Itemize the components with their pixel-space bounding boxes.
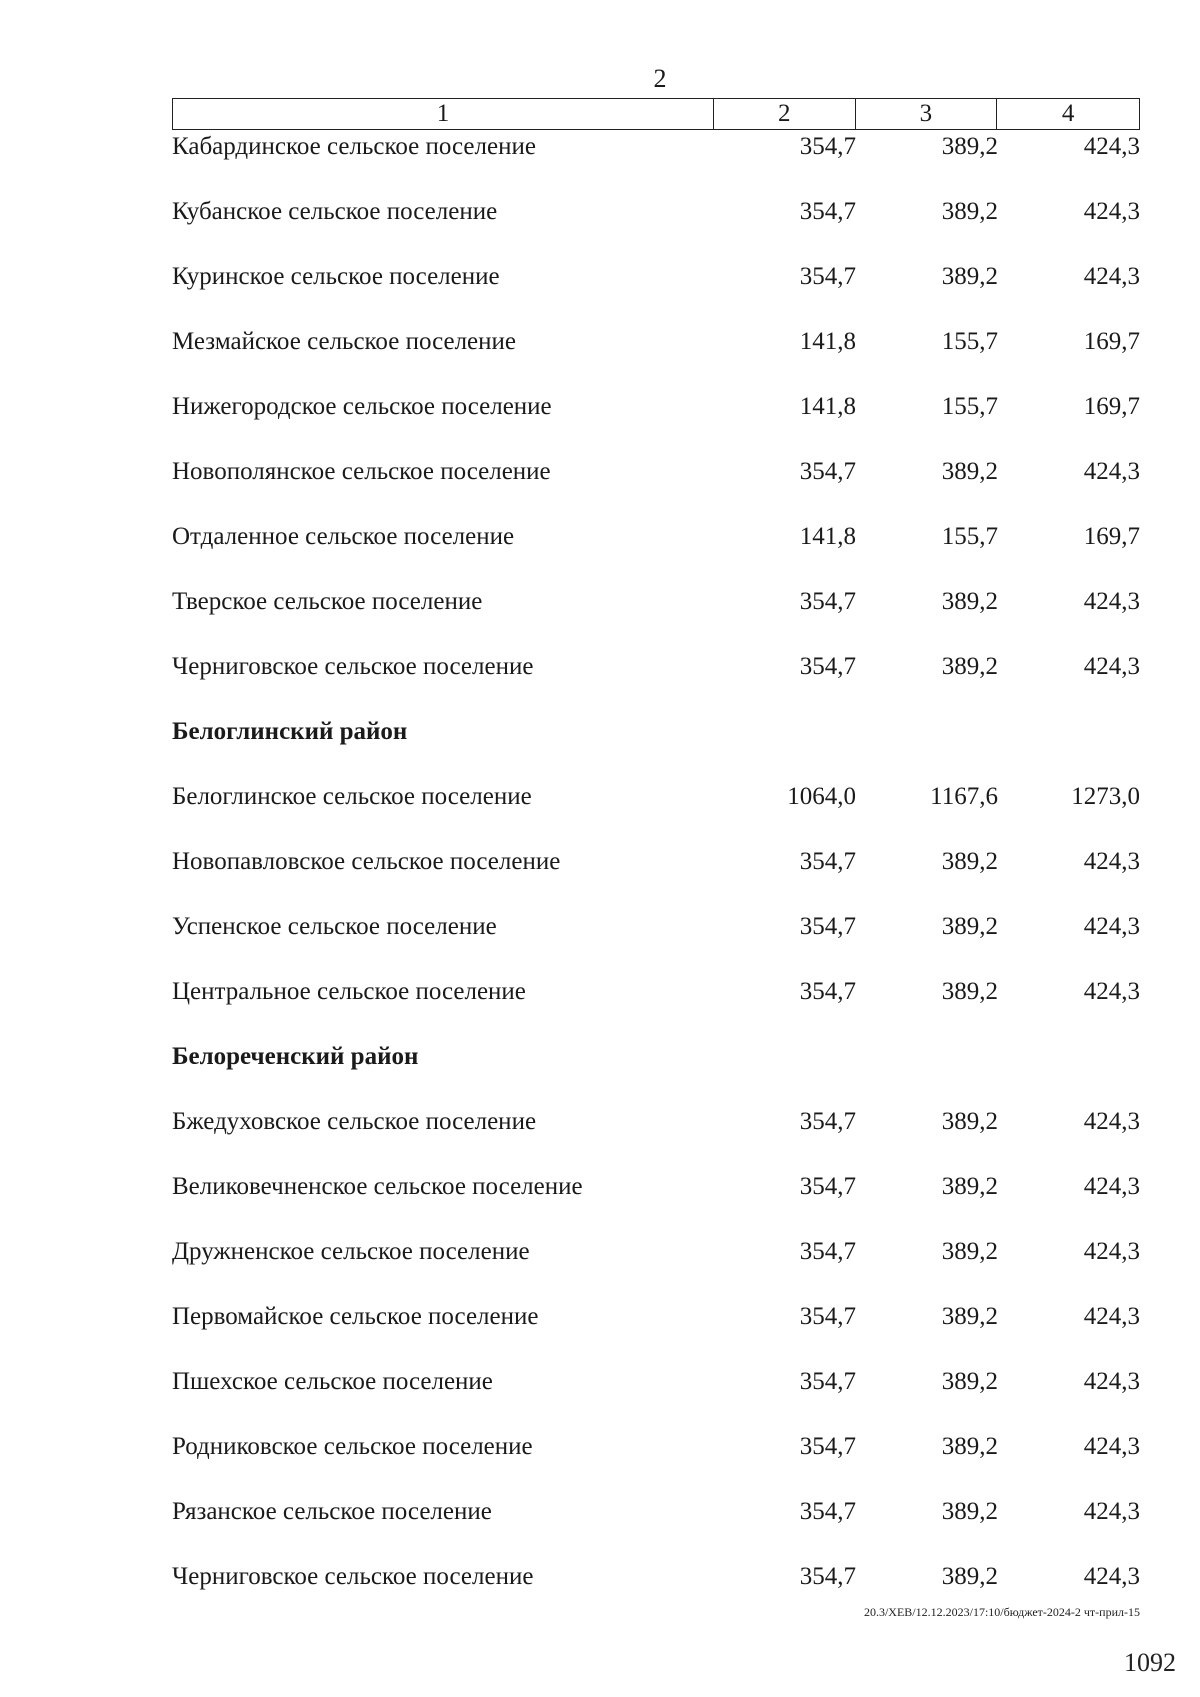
value-col-2: 354,7 <box>799 653 856 680</box>
settlement-name: Белоглинский район <box>172 718 408 745</box>
value-col-4: 424,3 <box>1083 913 1140 940</box>
value-col-4: 169,7 <box>1083 328 1140 355</box>
settlement-name: Нижегородское сельское поселение <box>172 393 552 420</box>
value-col-4: 424,3 <box>1083 1173 1140 1200</box>
value-col-3: 389,2 <box>941 1108 998 1135</box>
value-col-4: 424,3 <box>1083 1498 1140 1525</box>
value-col-4: 169,7 <box>1083 523 1140 550</box>
settlement-name: Новопавловское сельское поселение <box>172 848 561 875</box>
value-col-4: 169,7 <box>1083 393 1140 420</box>
settlement-name: Белоглинское сельское поселение <box>172 783 532 810</box>
value-col-4: 424,3 <box>1083 1368 1140 1395</box>
value-col-2: 354,7 <box>799 1498 856 1525</box>
header-col-4: 4 <box>1061 100 1075 127</box>
settlement-name: Родниковское сельское поселение <box>172 1433 533 1460</box>
value-col-4: 424,3 <box>1083 848 1140 875</box>
value-col-3: 389,2 <box>941 1173 998 1200</box>
table-row <box>172 1367 1140 1432</box>
value-col-3: 389,2 <box>941 1303 998 1330</box>
settlement-name: Тверское сельское поселение <box>172 588 483 615</box>
value-col-3: 1167,6 <box>930 783 998 810</box>
value-col-3: 389,2 <box>941 1368 998 1395</box>
group-heading-row <box>172 1042 1140 1107</box>
value-col-4: 424,3 <box>1083 588 1140 615</box>
table-row <box>172 1432 1140 1497</box>
value-col-2: 141,8 <box>799 523 856 550</box>
settlement-name: Куринское сельское поселение <box>172 263 500 290</box>
page-number-top: 2 <box>653 64 667 93</box>
table-row <box>172 392 1140 457</box>
value-col-2: 354,7 <box>799 1303 856 1330</box>
page-number-bottom: 1092 <box>1124 1648 1176 1677</box>
value-col-2: 141,8 <box>799 328 856 355</box>
value-col-4: 424,3 <box>1083 198 1140 225</box>
settlement-name: Мезмайское сельское поселение <box>172 328 516 355</box>
settlement-name: Пшехское сельское поселение <box>172 1368 493 1395</box>
table-row <box>172 522 1140 587</box>
table-row <box>172 132 1140 197</box>
table-row <box>172 847 1140 912</box>
table-row <box>172 587 1140 652</box>
group-heading-row <box>172 717 1140 782</box>
header-col-2: 2 <box>714 99 856 129</box>
value-col-2: 354,7 <box>799 588 856 615</box>
table-row <box>172 327 1140 392</box>
value-col-4: 1273,0 <box>1071 783 1140 810</box>
value-col-4: 424,3 <box>1083 1238 1140 1265</box>
value-col-2: 354,7 <box>799 133 856 160</box>
settlement-name: Черниговское сельское поселение <box>172 1563 534 1590</box>
table-row <box>172 782 1140 847</box>
settlement-name: Бжедуховское сельское поселение <box>172 1108 537 1135</box>
table-body <box>172 132 1140 1627</box>
value-col-4: 424,3 <box>1083 1563 1140 1590</box>
value-col-3: 389,2 <box>941 978 998 1005</box>
value-col-4: 424,3 <box>1083 1433 1140 1460</box>
value-col-2: 354,7 <box>799 198 856 225</box>
value-col-4: 424,3 <box>1083 458 1140 485</box>
value-col-3: 389,2 <box>941 263 998 290</box>
settlement-name: Кубанское сельское поселение <box>172 198 498 225</box>
value-col-3: 155,7 <box>941 523 998 550</box>
table-row <box>172 1237 1140 1302</box>
value-col-3: 155,7 <box>941 393 998 420</box>
header-col-1: 1 <box>173 99 714 129</box>
value-col-3: 389,2 <box>941 458 998 485</box>
value-col-3: 389,2 <box>941 913 998 940</box>
table-row <box>172 1172 1140 1237</box>
value-col-2: 1064,0 <box>787 783 856 810</box>
value-col-4: 424,3 <box>1083 133 1140 160</box>
table-row <box>172 912 1140 977</box>
value-col-2: 354,7 <box>799 978 856 1005</box>
value-col-3: 389,2 <box>941 848 998 875</box>
settlement-name: Первомайское сельское поселение <box>172 1303 539 1330</box>
value-col-3: 389,2 <box>941 1498 998 1525</box>
settlement-name: Черниговское сельское поселение <box>172 653 534 680</box>
table-row <box>172 1302 1140 1367</box>
value-col-2: 354,7 <box>799 1433 856 1460</box>
value-col-3: 389,2 <box>941 198 998 225</box>
table-row <box>172 1107 1140 1172</box>
settlement-name: Кабардинское сельское поселение <box>172 133 536 160</box>
value-col-3: 389,2 <box>941 1433 998 1460</box>
value-col-3: 389,2 <box>941 653 998 680</box>
value-col-4: 424,3 <box>1083 653 1140 680</box>
settlement-name: Белореченский район <box>172 1043 419 1070</box>
value-col-4: 424,3 <box>1083 1303 1140 1330</box>
value-col-2: 354,7 <box>799 1563 856 1590</box>
value-col-2: 354,7 <box>799 848 856 875</box>
value-col-3: 389,2 <box>941 133 998 160</box>
value-col-2: 354,7 <box>799 263 856 290</box>
table-row <box>172 977 1140 1042</box>
table-row <box>172 1497 1140 1562</box>
table-row <box>172 457 1140 522</box>
table-row <box>172 197 1140 262</box>
settlement-name: Успенское сельское поселение <box>172 913 497 940</box>
settlement-name: Великовечненское сельское поселение <box>172 1173 583 1200</box>
value-col-3: 155,7 <box>941 328 998 355</box>
table-header <box>172 98 1140 130</box>
value-col-2: 354,7 <box>799 458 856 485</box>
table-row <box>172 652 1140 717</box>
document-footer-code: 20.3/ХЕВ/12.12.2023/17:10/бюджет-2024-2 чт-прил-15 <box>863 1605 1140 1619</box>
value-col-4: 424,3 <box>1083 1108 1140 1135</box>
value-col-4: 424,3 <box>1083 978 1140 1005</box>
value-col-2: 354,7 <box>799 1173 856 1200</box>
value-col-2: 354,7 <box>799 1108 856 1135</box>
table-row <box>172 262 1140 327</box>
settlement-name: Новополянское сельское поселение <box>172 458 551 485</box>
value-col-2: 141,8 <box>799 393 856 420</box>
header-col-3: 3 <box>856 99 998 129</box>
value-col-2: 354,7 <box>799 1368 856 1395</box>
settlement-name: Центральное сельское поселение <box>172 978 526 1005</box>
value-col-3: 389,2 <box>941 1238 998 1265</box>
value-col-2: 354,7 <box>799 913 856 940</box>
value-col-4: 424,3 <box>1083 263 1140 290</box>
value-col-3: 389,2 <box>941 588 998 615</box>
settlement-name: Дружненское сельское поселение <box>172 1238 530 1265</box>
value-col-2: 354,7 <box>799 1238 856 1265</box>
settlement-name: Рязанское сельское поселение <box>172 1498 492 1525</box>
value-col-3: 389,2 <box>941 1563 998 1590</box>
settlement-name: Отдаленное сельское поселение <box>172 523 515 550</box>
